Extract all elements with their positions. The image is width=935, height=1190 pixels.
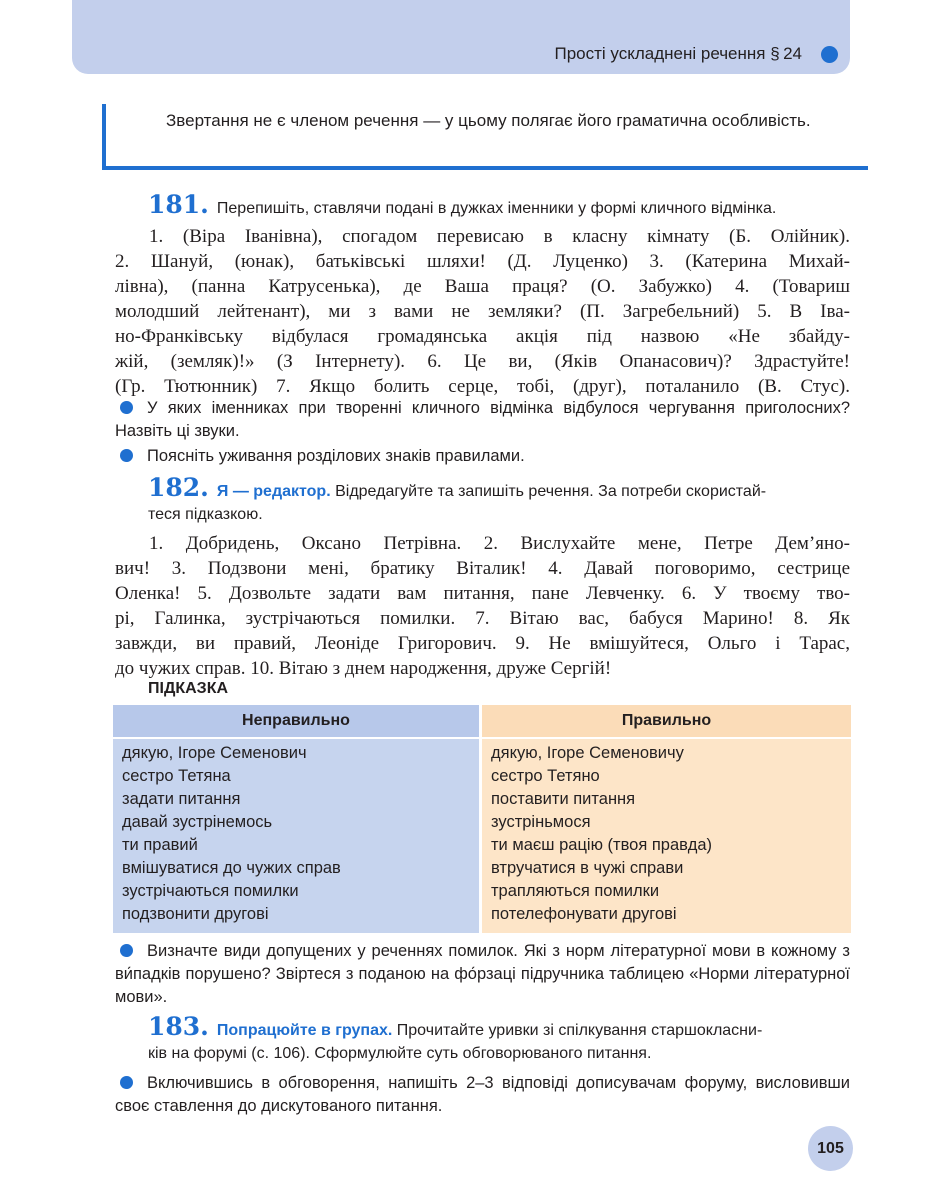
exercise-heading: Попрацюйте в групах. <box>216 1022 393 1039</box>
exercise-task-cont: ків на форумі (с. 106). Сформулюйте суть обговорюваного питання. <box>148 1045 652 1062</box>
exercise-number: 183. <box>148 1012 209 1041</box>
table-cell: зустріньмося <box>491 813 591 831</box>
exercise-task: Відредагуйте та запишіть речення. За потреби скористай- <box>335 483 767 500</box>
header-title: Прості ускладнені речення § 24 <box>554 44 802 63</box>
text-line: но-Франківську відбулася громадянська акція під назвою «Не збайду- <box>115 326 850 347</box>
table-cell: зустрічаються помилки <box>122 882 299 900</box>
rule-box <box>102 104 868 170</box>
exercise-number: 182. <box>148 473 209 502</box>
table-cell: дякую, Ігоре Семеновичу <box>491 744 684 762</box>
table-cell: трапляються помилки <box>491 882 660 900</box>
text-line: вич! 3. Подзвони мені, братику Віталик! 4. Давай поговоримо, сестрице <box>115 558 850 579</box>
text-line: 1. Добридень, Оксано Петрівна. 2. Вислухайте мене, Петре Дем’яно- <box>149 533 850 554</box>
bullet-icon <box>120 401 133 414</box>
table-cell: втручатися в чужі справи <box>491 859 684 877</box>
text-line: до чужих справ. 10. Вітаю з днем народження, друже Сергій! <box>115 658 612 679</box>
column-right <box>482 739 851 933</box>
exercise-182-heading <box>148 473 850 526</box>
exercise-task-cont: теся підказкою. <box>148 506 263 523</box>
text-line: молодший лейтенант), ми з вами не земляки? (П. Загребельний) 5. В Іва- <box>115 301 850 322</box>
exercise-task: Перепишіть, ставлячи подані в дужках іменники у формі кличного відмінка. <box>216 200 777 217</box>
table-cell: вмішуватися до чужих справ <box>122 859 341 877</box>
page-header <box>72 0 850 74</box>
column-wrong <box>113 739 479 933</box>
table-cell: задати питання <box>122 790 241 808</box>
table-cell: дякую, Ігоре Семенович <box>122 744 307 762</box>
table-cell: сестро Тетяна <box>122 767 231 785</box>
hint-title: ПІДКАЗКА <box>148 680 229 697</box>
exercise-183-heading <box>148 1012 850 1065</box>
exercise-181-question-2: Поясніть уживання розділових знаків правилами. <box>115 445 850 468</box>
text-line: 2. Шануй, (юнак), батьківські шляхи! (Д. Луценко) 3. (Катерина Михай- <box>115 251 850 272</box>
column-header-right: Правильно <box>482 705 851 737</box>
table-cell: сестро Тетяно <box>491 767 600 785</box>
rule-text: Звертання не є членом речення — у цьому полягає його граматична особливість. <box>166 111 811 130</box>
bullet-icon <box>120 944 133 957</box>
page-number: 105 <box>808 1126 853 1171</box>
text-line: (Гр. Тютюнник) 7. Якщо болить серце, тобі, (друг), поталанило (В. Стус). <box>115 376 850 397</box>
exercise-task: Прочитайте уривки зі спілкування старшокласни- <box>396 1022 763 1039</box>
header-dot-icon <box>821 46 838 63</box>
exercise-183-question: Включившись в обговорення, напишіть 2–3 відповіді дописувачам форуму, висловивши своє ставлення до дискутованого питання. <box>115 1074 850 1115</box>
bullet-icon <box>120 1076 133 1089</box>
text-line: рі, Галинка, зустрічаються помилки. 7. Вітаю вас, бабуся Марино! 8. Як <box>115 608 850 629</box>
exercise-number: 181. <box>148 190 209 219</box>
column-header-wrong: Неправильно <box>113 705 479 737</box>
table-cell: потелефонувати другові <box>491 905 677 923</box>
text-line: жій, (земляк)!» (З Інтернету). 6. Це ви, (Яків Опанасович)? Здрастуйте! <box>115 351 850 372</box>
table-cell: давай зустрінемось <box>122 813 273 831</box>
exercise-181-heading <box>148 190 776 219</box>
table-cell: подзвонити другові <box>122 905 269 923</box>
bullet-icon <box>120 449 133 462</box>
table-cell: поставити питання <box>491 790 636 808</box>
text-line: 1. (Віра Іванівна), спогадом перевисаю в класну кімнату (Б. Олійник). <box>149 226 850 247</box>
text-line: Оленка! 5. Дозвольте задати вам питання, пане Левченку. 6. У твоєму тво- <box>115 583 850 604</box>
text-line: лівна), (панна Катрусенька), де Ваша праця? (О. Забужко) 4. (Товариш <box>115 276 850 297</box>
exercise-heading: Я — редактор. <box>216 483 331 500</box>
text-line: завжди, ви правий, Леоніде Григорович. 9. Не вмішуйтеся, Ольго і Тарас, <box>115 633 850 654</box>
exercise-182-text <box>115 531 850 681</box>
exercise-182-question: Визначте види допущених у реченнях помилок. Які з норм літературної мови в кожному з ви́падків порушено? Звіртеся з поданою на фо́рзаці підручника таблицею «Норми літературної мови». <box>115 942 850 1006</box>
table-cell: ти правий <box>122 836 198 854</box>
exercise-181-question-1: У яких іменниках при творенні кличного відмінка відбулося чергування приголосних? Назвіть ці звуки. <box>115 399 850 440</box>
exercise-181-text <box>115 224 850 399</box>
table-cell: ти маєш рацію (твоя правда) <box>491 836 713 854</box>
